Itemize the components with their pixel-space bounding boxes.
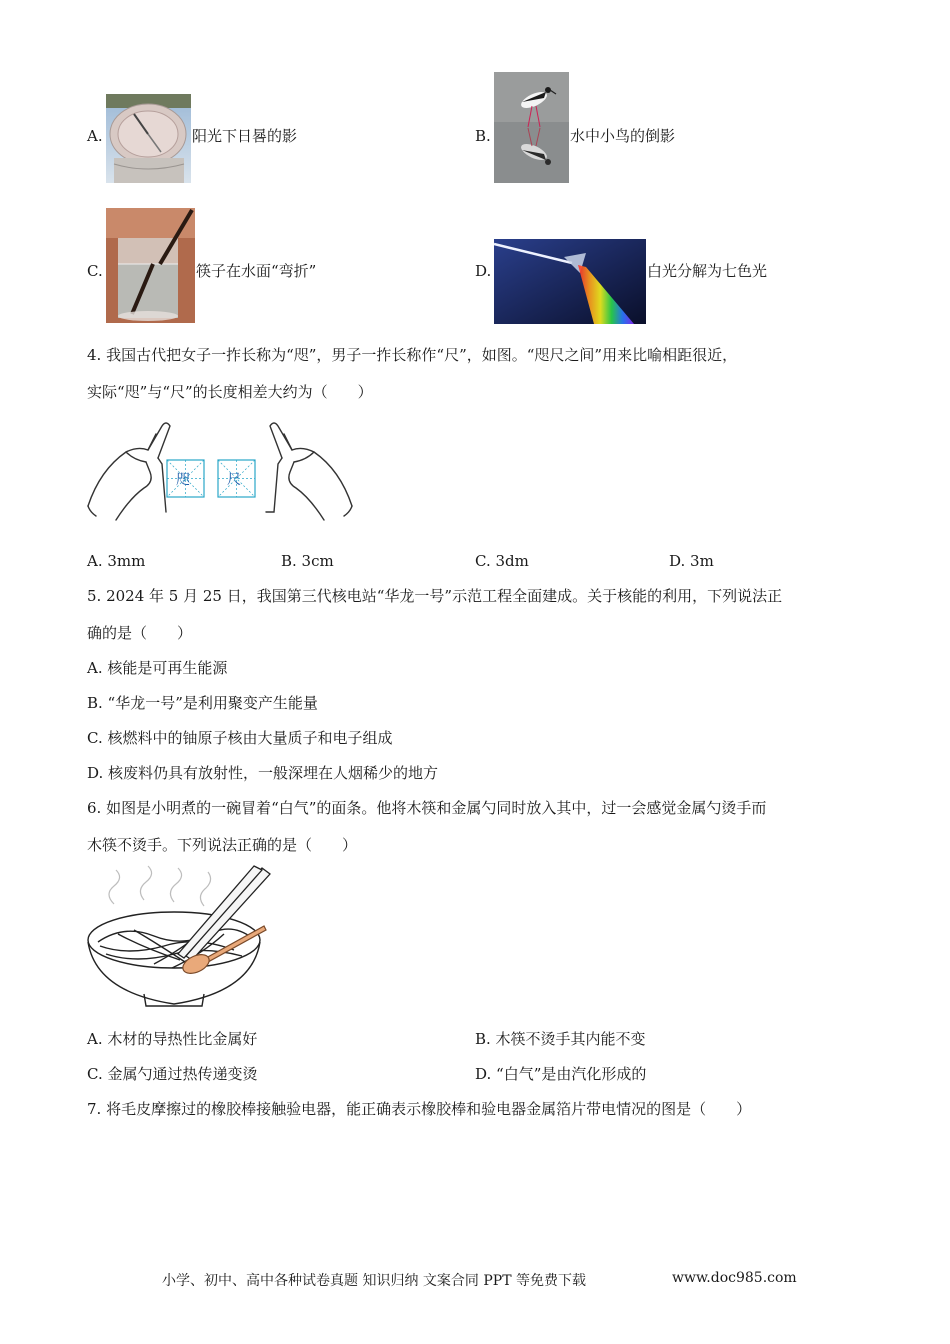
- option-c-label: C.: [87, 262, 103, 280]
- q4-option-b: B. 3cm: [281, 552, 334, 570]
- q6-option-d: D. “白气”是由汽化形成的: [475, 1065, 647, 1083]
- q6-option-a: A. 木材的导热性比金属好: [87, 1030, 258, 1048]
- q5-stem-line1: 5. 2024 年 5 月 25 日，我国第三代核电站“华龙一号”示范工程全面建成。关于核能的利用，下列说法正: [87, 587, 783, 605]
- prism-spectrum-image: [494, 239, 646, 324]
- q6-option-c: C. 金属勺通过热传递变烫: [87, 1065, 258, 1083]
- q4-option-d: D. 3m: [669, 552, 714, 570]
- character-zhi: 咫: [176, 472, 190, 488]
- option-a-text: 阳光下日晷的影: [192, 127, 298, 145]
- q5-option-b: B. “华龙一号”是利用聚变产生能量: [87, 694, 318, 712]
- footer-url[interactable]: www.doc985.com: [672, 1270, 797, 1286]
- q7-stem-line1: 7. 将毛皮摩擦过的橡胶棒接触验电器，能正确表示橡胶棒和验电器金属箔片带电情况的图是（ ）: [87, 1100, 752, 1118]
- q6-stem-line1: 6. 如图是小明煮的一碗冒着“白气”的面条。他将木筷和金属勺同时放入其中，过一会感觉金属勺烫手而: [87, 799, 767, 817]
- q5-option-a: A. 核能是可再生能源: [87, 659, 228, 677]
- character-chi: 尺: [227, 472, 241, 488]
- q6-stem-line2: 木筷不烫手。下列说法正确的是（ ）: [87, 836, 358, 854]
- q6-option-b: B. 木筷不烫手其内能不变: [475, 1030, 646, 1048]
- option-b-text: 水中小鸟的倒影: [570, 127, 676, 145]
- option-a-label: A.: [87, 127, 103, 145]
- option-d-text: 白光分解为七色光: [647, 262, 768, 280]
- hand-span-figure: [86, 412, 354, 526]
- q4-stem-line1: 4. 我国古代把女子一拃长称为“咫”，男子一拃长称作“尺”，如图。“咫尺之间”用来比喻相距很近，: [87, 346, 738, 364]
- q5-option-d: D. 核废料仍具有放射性，一般深埋在人烟稀少的地方: [87, 764, 439, 782]
- sundial-image: [106, 94, 191, 183]
- option-d-label: D.: [475, 262, 492, 280]
- q4-option-a: A. 3mm: [87, 552, 146, 570]
- q5-option-c: C. 核燃料中的铀原子核由大量质子和电子组成: [87, 729, 393, 747]
- bird-reflection-image: [494, 72, 569, 183]
- option-c-text: 筷子在水面“弯折”: [196, 262, 317, 280]
- chopstick-in-water-image: [106, 208, 195, 323]
- q5-stem-line2: 确的是（ ）: [87, 624, 193, 642]
- option-b-label: B.: [475, 127, 491, 145]
- q4-option-c: C. 3dm: [475, 552, 529, 570]
- noodle-bowl-figure: [84, 864, 274, 1009]
- q4-stem-line2: 实际“咫”与“尺”的长度相差大约为（ ）: [87, 383, 373, 401]
- footer-text: 小学、初中、高中各种试卷真题 知识归纳 文案合同 PPT 等免费下载: [162, 1273, 586, 1289]
